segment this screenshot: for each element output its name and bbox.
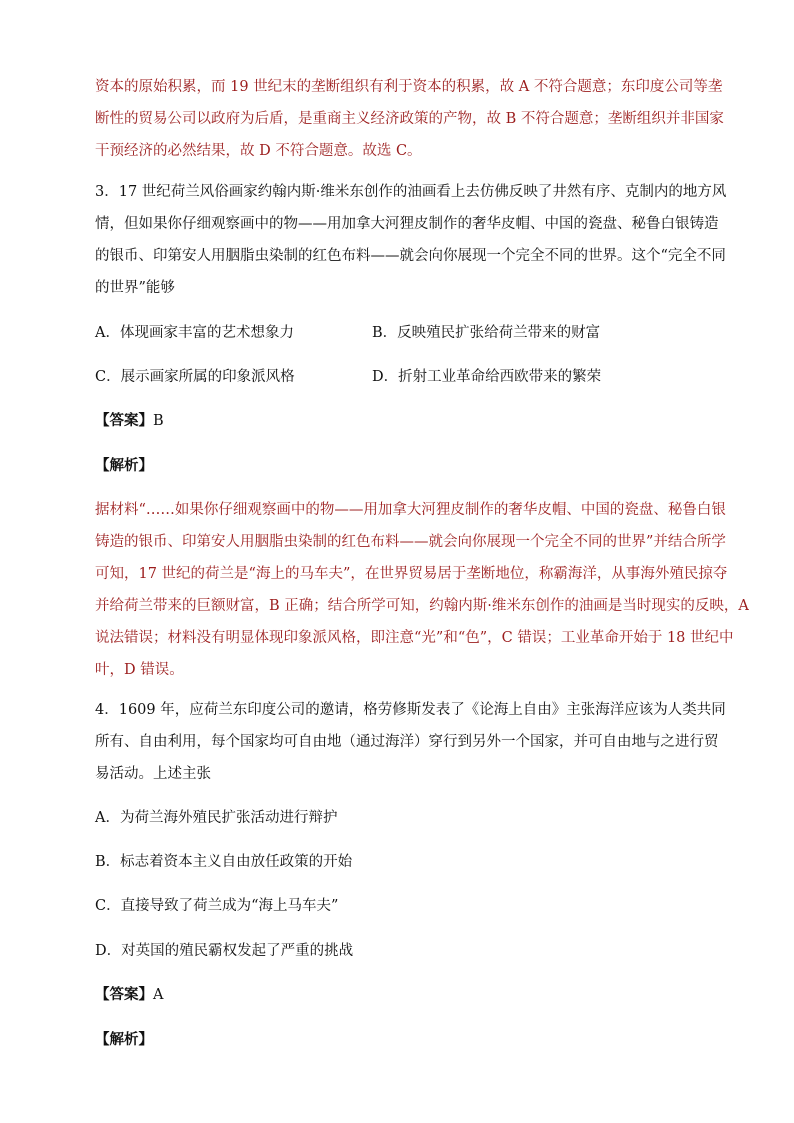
prev-analysis-line-2: 断性的贸易公司以政府为后盾，是重商主义经济政策的产物，故 B 不符合题意；垄断组织并非国家 bbox=[95, 111, 724, 127]
prev-analysis-line-1: 资本的原始积累，而 19 世纪末的垄断组织有利于资本的积累，故 A 不符合题意；东印度公司等垄 bbox=[95, 79, 723, 95]
q3-option-c: C．展示画家所属的印象派风格 bbox=[95, 369, 295, 385]
q4-answer bbox=[95, 985, 163, 1005]
q3-analysis-label: 【解析】 bbox=[95, 457, 153, 474]
q4-stem-line-2: 所有、自由利用，每个国家均可自由地（通过海洋）穿行到另外一个国家，并可自由地与之进行贸 bbox=[95, 734, 719, 750]
q3-answer-label: 【答案】 bbox=[95, 412, 153, 429]
q3-stem-line-2: 情，但如果你仔细观察画中的物——用加拿大河狸皮制作的奢华皮帽、中国的瓷盘、秘鲁白银铸造 bbox=[95, 216, 719, 232]
q4-stem-line-3: 易活动。上述主张 bbox=[95, 766, 211, 782]
q3-stem-line-3: 的银币、印第安人用胭脂虫染制的红色布料——就会向你展现一个完全不同的世界。这个“完全不同 bbox=[95, 248, 726, 264]
q3-stem-line-4: 的世界”能够 bbox=[95, 280, 175, 296]
q3-analysis-line-6: 叶，D 错误。 bbox=[95, 662, 184, 678]
q3-analysis-line-3: 可知，17 世纪的荷兰是“海上的马车夫”，在世界贸易居于垄断地位，称霸海洋，从事海外殖民掠夺 bbox=[95, 566, 728, 582]
q4-option-d: D．对英国的殖民霸权发起了严重的挑战 bbox=[95, 943, 354, 959]
q3-option-a: A．体现画家丰富的艺术想象力 bbox=[95, 325, 294, 341]
q3-option-d: D．折射工业革命给西欧带来的繁荣 bbox=[372, 369, 602, 385]
q4-answer-value: A bbox=[153, 987, 164, 1003]
q3-answer-value: B bbox=[153, 413, 164, 429]
q4-option-b: B．标志着资本主义自由放任政策的开始 bbox=[95, 854, 353, 870]
q3-answer bbox=[95, 411, 164, 431]
q3-analysis-line-5: 说法错误；材料没有明显体现印象派风格，即注意“光”和“色”，C 错误；工业革命开始于 18 世纪中 bbox=[95, 630, 734, 646]
q3-stem-line-1: 3．17 世纪荷兰风俗画家约翰内斯·维米东创作的油画看上去仿佛反映了井然有序、克制内的地方风 bbox=[95, 184, 727, 200]
prev-analysis-line-3: 干预经济的必然结果，故 D 不符合题意。故选 C。 bbox=[95, 143, 422, 159]
q4-stem-line-1: 4．1609 年，应荷兰东印度公司的邀请，格劳修斯发表了《论海上自由》主张海洋应该为人类共同 bbox=[95, 702, 726, 718]
q3-option-b: B．反映殖民扩张给荷兰带来的财富 bbox=[372, 325, 601, 341]
q4-option-c: C．直接导致了荷兰成为“海上马车夫” bbox=[95, 898, 339, 914]
q3-analysis-line-4: 并给荷兰带来的巨额财富，B 正确；结合所学可知，约翰内斯·维米东创作的油画是当时现实的反映，A bbox=[95, 598, 749, 614]
q4-option-a: A．为荷兰海外殖民扩张活动进行辩护 bbox=[95, 810, 338, 826]
q3-analysis-line-2: 铸造的银币、印第安人用胭脂虫染制的红色布料——就会向你展现一个完全不同的世界”并结合所学 bbox=[95, 534, 726, 550]
q4-answer-label: 【答案】 bbox=[95, 986, 153, 1003]
q4-analysis-label: 【解析】 bbox=[95, 1031, 153, 1048]
q3-analysis-line-1: 据材料“……如果你仔细观察画中的物——用加拿大河狸皮制作的奢华皮帽、中国的瓷盘、秘鲁白银 bbox=[95, 502, 726, 518]
